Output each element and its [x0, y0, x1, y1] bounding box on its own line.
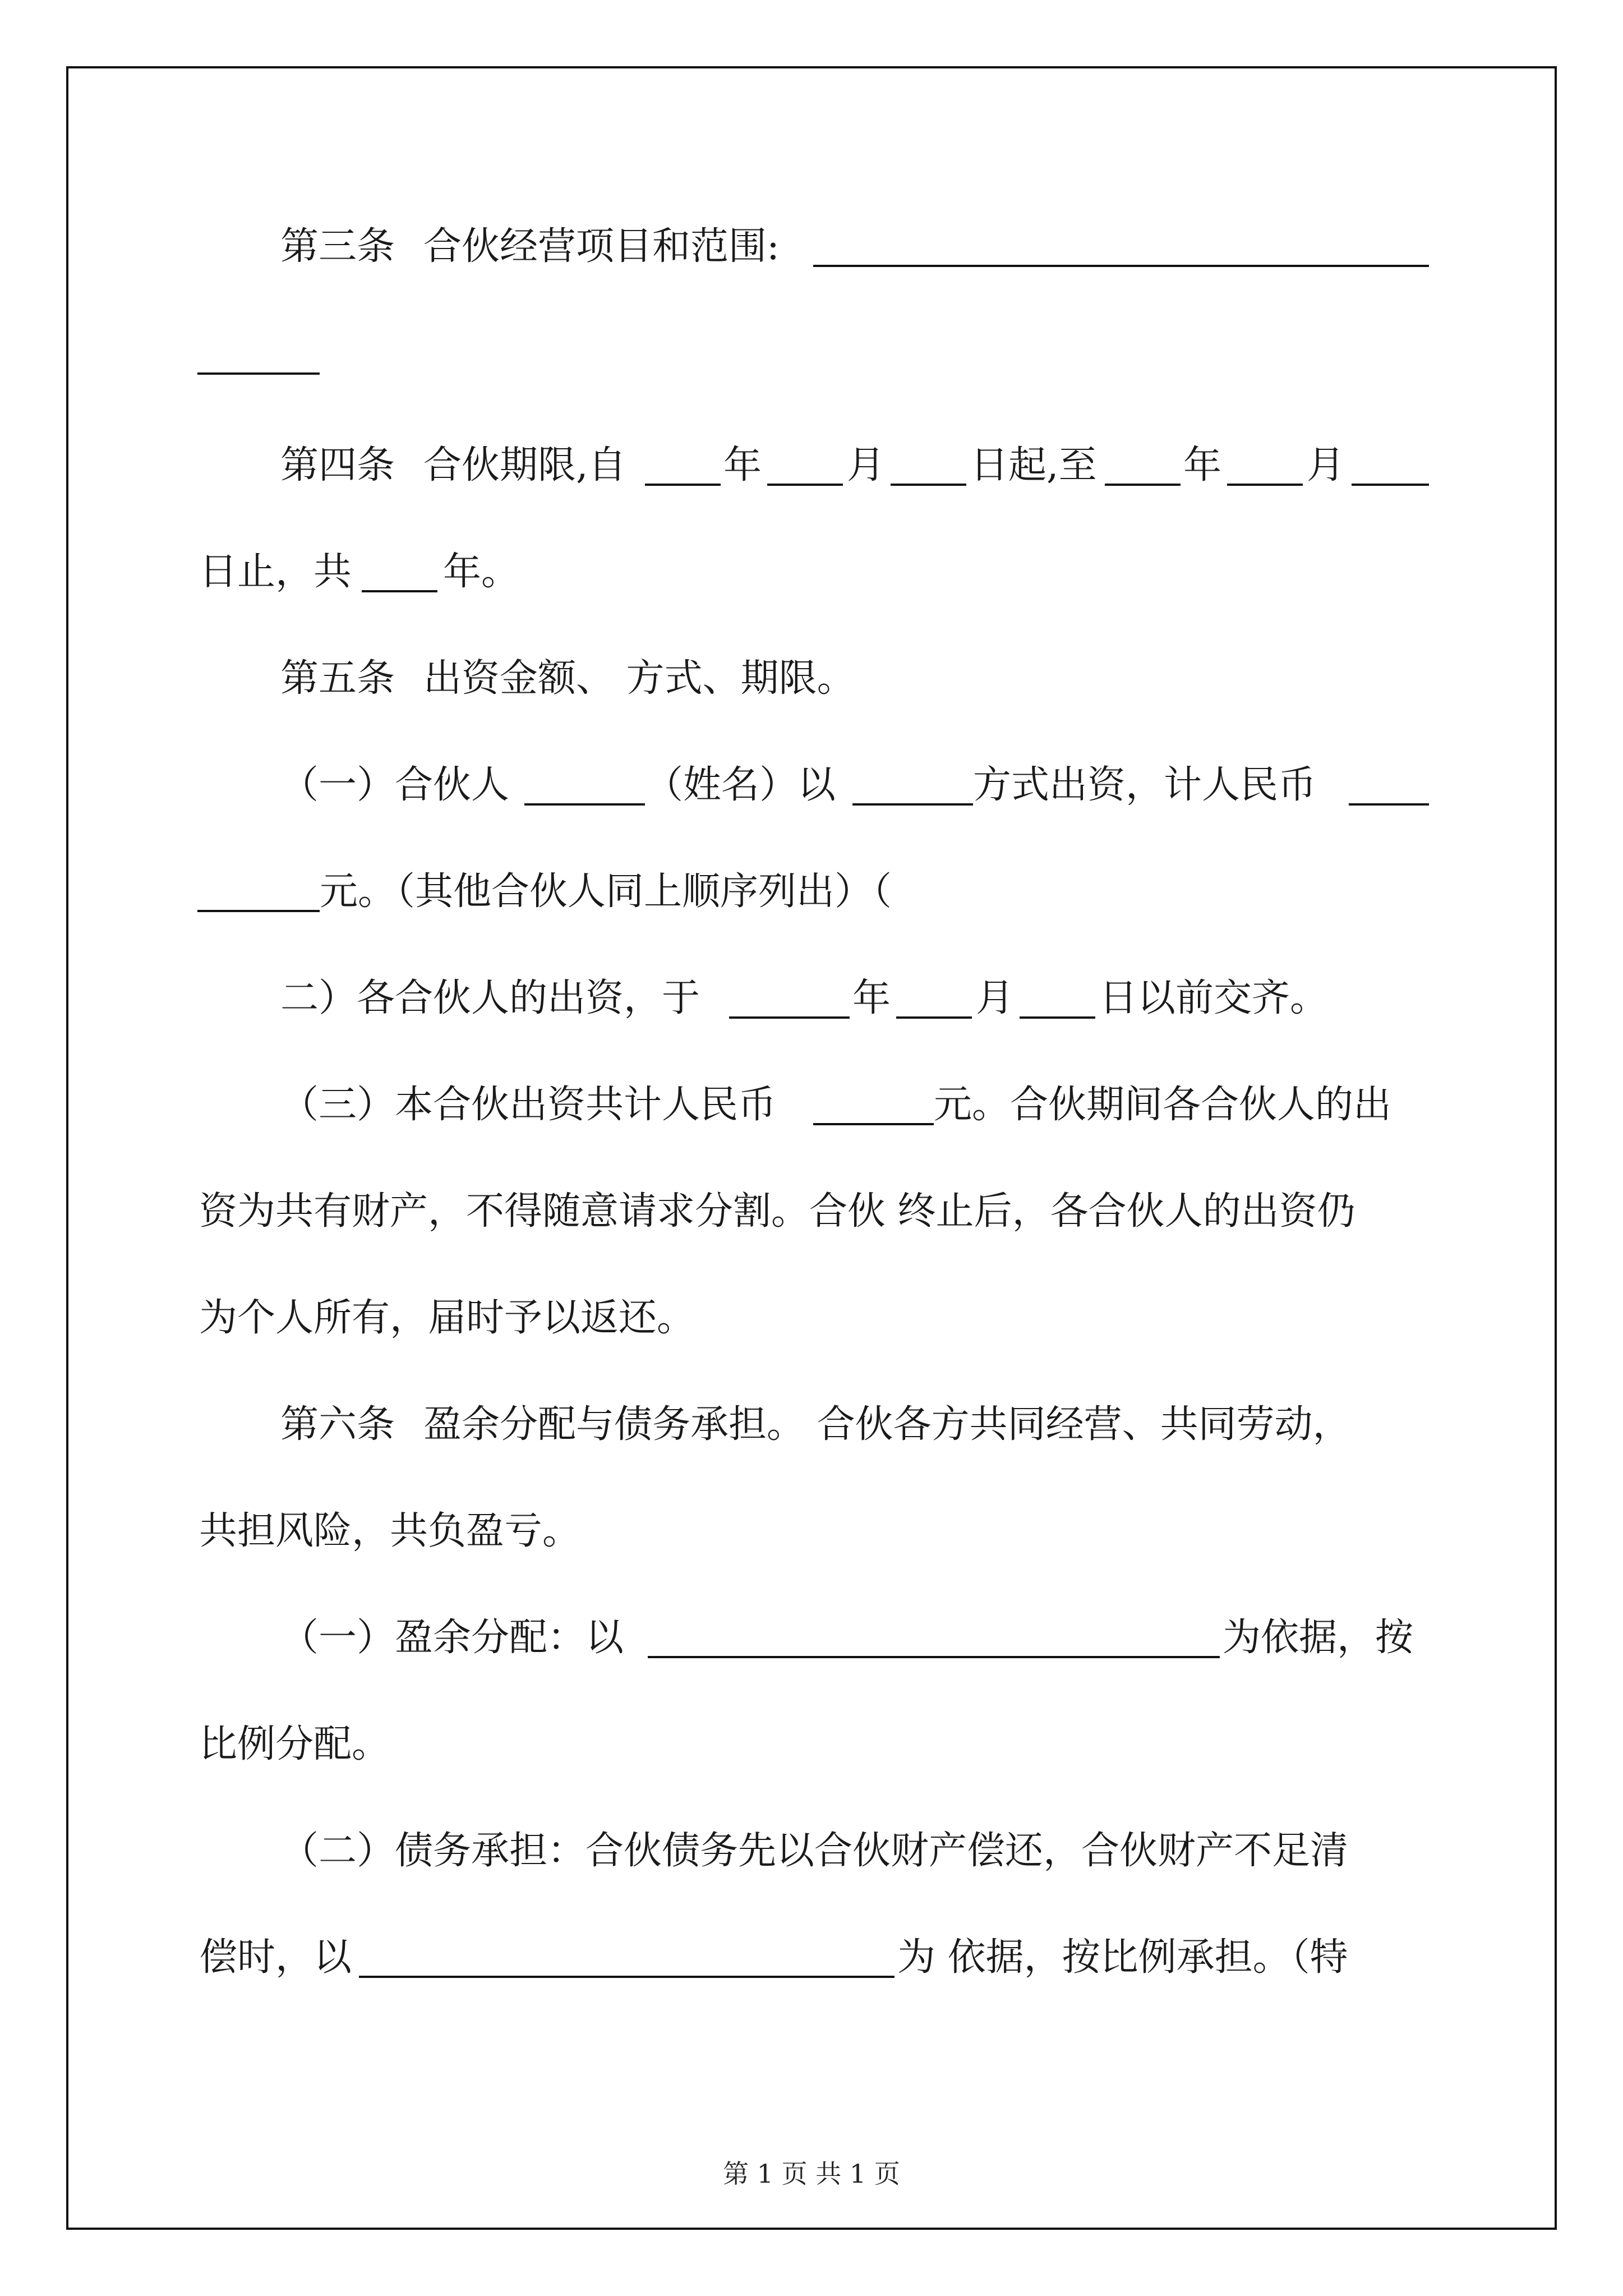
clause6-text1: 盈余分配与债务承担。 合伙各方共同经营、共同劳动，	[423, 1402, 1351, 1447]
end-day-blank[interactable]	[1352, 484, 1429, 486]
payment-day-blank[interactable]	[1020, 1016, 1095, 1019]
clause6-item1-prefix: （一）盈余分配：以	[280, 1616, 624, 1660]
scope-blank[interactable]	[813, 265, 1429, 267]
start-year-blank[interactable]	[645, 484, 721, 486]
total-capital-blank[interactable]	[813, 1123, 934, 1125]
clause5-item3-prefix: （三）本合伙出资共计人民币	[280, 1083, 777, 1127]
clause6-item1-text2: 比例分配。	[199, 1722, 390, 1766]
scope-blank-continued[interactable]	[197, 372, 320, 375]
clause5-item3-text1: 元。合伙期间各合伙人的出	[934, 1083, 1392, 1127]
clause4-title: 第四条	[280, 443, 395, 487]
contribution-amount-blank-continued[interactable]	[197, 910, 320, 912]
payment-year-blank[interactable]	[729, 1016, 850, 1019]
clause3-title: 第三条	[280, 224, 395, 269]
clause5-item2-prefix: 二）各合伙人的出资，于	[280, 976, 700, 1020]
clause6-item2-prefix: 偿时，以	[199, 1935, 352, 1980]
contribution-mode-blank[interactable]	[852, 803, 973, 806]
start-month-blank[interactable]	[767, 484, 843, 486]
clause6-item2-text1: （二）债务承担：合伙债务先以合伙财产偿还，合伙财产不足清	[280, 1829, 1349, 1873]
clause6-text2: 共担风险，共负盈亏。	[199, 1509, 581, 1553]
clause5-text: 出资金额、 方式、期限。	[423, 656, 855, 701]
clause6-item2-suffix: 为 依据，按比例承担。（特	[897, 1935, 1348, 1980]
clause4-day-from: 日起,至	[970, 443, 1097, 487]
clause6-title: 第六条	[280, 1402, 395, 1447]
clause5-item1-prefix: （一）合伙人	[280, 763, 510, 807]
clause5-item1-name: （姓名）以	[645, 763, 836, 807]
total-years-blank[interactable]	[362, 590, 437, 592]
clause5-title: 第五条	[280, 656, 395, 701]
contribution-amount-blank[interactable]	[1349, 803, 1429, 806]
clause5-item1-yuan: 元。（其他合伙人同上顺序列出）（	[320, 869, 892, 914]
clause5-item1-mode: 方式出资，计人民币	[973, 763, 1317, 807]
clause4-month2: 月	[1307, 443, 1345, 487]
payment-month-blank[interactable]	[896, 1016, 972, 1019]
clause5-item2-day: 日以前交齐。	[1099, 976, 1329, 1020]
profit-basis-blank[interactable]	[648, 1656, 1220, 1658]
clause5-item2-month: 月	[976, 976, 1015, 1020]
partner-name-blank[interactable]	[524, 803, 645, 806]
clause4-text-from: 合伙期限,自	[423, 443, 626, 487]
clause3-text: 合伙经营项目和范围:	[423, 224, 780, 269]
end-year-blank[interactable]	[1105, 484, 1181, 486]
end-month-blank[interactable]	[1227, 484, 1303, 486]
clause6-item1-suffix: 为依据，按	[1223, 1616, 1414, 1660]
debt-basis-blank[interactable]	[359, 1976, 895, 1978]
clause5-item3-text3: 为个人所有，届时予以返还。	[199, 1296, 695, 1340]
start-day-blank[interactable]	[891, 484, 966, 486]
clause4-year2: 年	[1183, 443, 1222, 487]
clause4-year1: 年	[723, 443, 762, 487]
page-border	[66, 66, 1557, 2230]
clause5-item3-text2: 资为共有财产，不得随意请求分割。合伙 终止后，各合伙人的出资仍	[199, 1189, 1355, 1234]
clause5-item2-year: 年	[852, 976, 891, 1020]
clause4-month1: 月	[847, 443, 886, 487]
clause4-years-total: 年。	[443, 550, 520, 594]
clause4-day-to: 日止，共	[199, 550, 352, 594]
page-footer: 第 1 页 共 1 页	[723, 2159, 900, 2189]
